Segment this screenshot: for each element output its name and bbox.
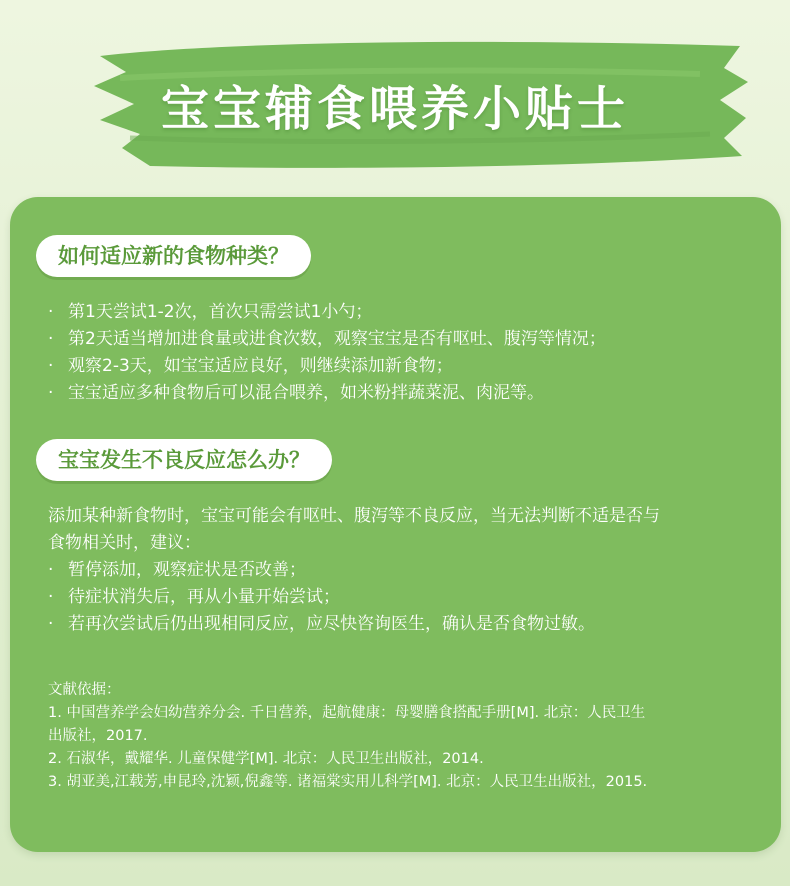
list-item: · 暂停添加，观察症状是否改善； [48, 560, 306, 580]
references-label: 文献依据： [48, 682, 121, 698]
intro-text-line-1: 添加某种新食物时，宝宝可能会有呕吐、腹泻等不良反应，当无法判断不适是否与 [48, 506, 660, 526]
list-item: · 若再次尝试后仍出现相同反应，应尽快咨询医生，确认是否食物过敏。 [48, 614, 595, 634]
list-item: · 第2天适当增加进食量或进食次数，观察宝宝是否有呕吐、腹泻等情况； [48, 329, 606, 349]
list-item: · 宝宝适应多种食物后可以混合喂养，如米粉拌蔬菜泥、肉泥等。 [48, 383, 544, 403]
list-item: · 观察2-3天，如宝宝适应良好，则继续添加新食物； [48, 356, 453, 376]
reference-line: 1. 中国营养学会妇幼营养分会. 千日营养，起航健康：母婴膳食搭配手册[M]. 北京：人民卫生 [48, 705, 646, 721]
section-heading-adverse-reactions: 宝宝发生不良反应怎么办？ [36, 439, 332, 481]
page-title: 宝宝辅食喂养小贴士 [160, 81, 629, 137]
section-heading-adapt-new-foods: 如何适应新的食物种类？ [36, 235, 311, 277]
reference-line: 3. 胡亚美,江载芳,申昆玲,沈颖,倪鑫等. 诸福棠实用儿科学[M]. 北京：人民卫生出版社，2015. [48, 774, 648, 790]
intro-text-line-2: 食物相关时，建议： [48, 533, 201, 553]
reference-line: 出版社，2017. [48, 728, 148, 744]
tips-card [10, 197, 781, 852]
list-item: · 第1天尝试1-2次，首次只需尝试1小勺； [48, 302, 373, 322]
reference-line: 2. 石淑华，戴耀华. 儿童保健学[M]. 北京：人民卫生出版社，2014. [48, 751, 484, 767]
list-item: · 待症状消失后，再从小量开始尝试； [48, 587, 340, 607]
